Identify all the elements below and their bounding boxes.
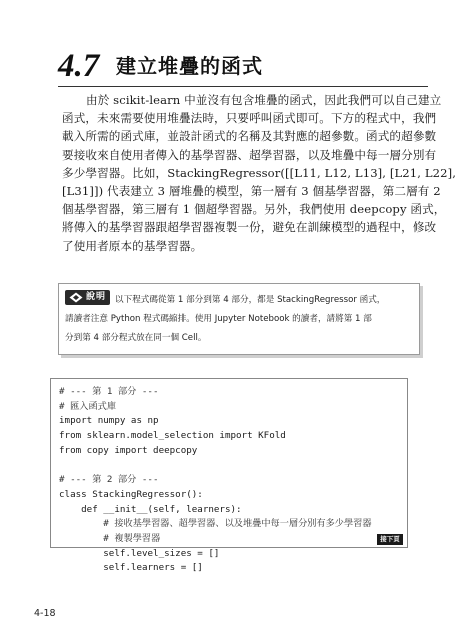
code-listing bbox=[50, 378, 408, 574]
body-line: 載入所需的函式庫，並設計函式的名稱及其對應的超參數。函式的超參數 bbox=[62, 129, 437, 144]
note-line: 以下程式碼從第 1 部分到第 4 部分，都是 StackingRegressor 函式， bbox=[115, 295, 386, 305]
code-line: from sklearn.model_selection import KFold bbox=[59, 430, 286, 442]
section-heading bbox=[58, 48, 428, 88]
body-line: 函式，未來需要使用堆疊法時，只要呼叫函式即可。下方的程式中，我們 bbox=[62, 111, 437, 126]
code-line: self.level_sizes = [] bbox=[59, 547, 220, 559]
page-number: 4-18 bbox=[34, 608, 56, 619]
section-number: 4.7 bbox=[58, 48, 100, 84]
heading-underline bbox=[58, 86, 428, 87]
code-line: # 匯入函式庫 bbox=[59, 400, 116, 412]
note-text bbox=[65, 291, 411, 348]
code-line: # --- 第 1 部分 --- bbox=[59, 386, 159, 397]
body-line: 將傳入的基學習器跟超學習器複製一份，避免在訓練模型的過程中，修改 bbox=[62, 220, 437, 235]
body-line: 由於 scikit-learn 中並沒有包含堆疊的函式，因此我們可以自己建立 bbox=[86, 93, 442, 107]
body-line: 了使用者原本的基學習器。 bbox=[62, 238, 203, 253]
note-badge-label: 說明 bbox=[86, 292, 107, 302]
code-line: class StackingRegressor(): bbox=[59, 488, 203, 500]
section-title: 建立堆疊的函式 bbox=[116, 54, 263, 78]
code-line: import numpy as np bbox=[59, 415, 159, 427]
note-line: 分到第 4 部分程式放在同一個 Cell。 bbox=[65, 333, 207, 343]
body-paragraph bbox=[62, 91, 456, 255]
code-line bbox=[59, 458, 372, 473]
code-line: # 複製學習器 bbox=[59, 532, 161, 544]
body-line: 要接收來自使用者傳入的基學習器、超學習器，以及堆疊中每一層分別有 bbox=[62, 147, 437, 162]
body-line: 多少學習器。比如，StackingRegressor([[L11, L12, L13], [L21, L22], bbox=[62, 165, 456, 180]
code-line: from copy import deepcopy bbox=[59, 444, 198, 456]
code-lines bbox=[59, 385, 372, 576]
code-line: self.learners = [] bbox=[59, 562, 203, 574]
code-line: def __init__(self, learners): bbox=[59, 503, 242, 515]
note-box bbox=[58, 283, 420, 355]
note-line: 請讀者注意 Python 程式碼縮排。使用 Jupyter Notebook 的讀者，請將第 1 部 bbox=[65, 314, 372, 324]
body-line: 個基學習器，第三層有 1 個超學習器。另外，我們使用 deepcopy 函式， bbox=[62, 202, 446, 217]
next-page-tag: 接下頁 bbox=[377, 534, 403, 545]
code-line: # 接收基學習器、超學習器、以及堆疊中每一層分別有多少學習器 bbox=[59, 518, 372, 530]
code-line: # --- 第 2 部分 --- bbox=[59, 474, 159, 486]
body-line: [L31]]) 代表建立 3 層堆疊的模型，第一層有 3 個基學習器，第二層有 2 bbox=[62, 184, 441, 199]
